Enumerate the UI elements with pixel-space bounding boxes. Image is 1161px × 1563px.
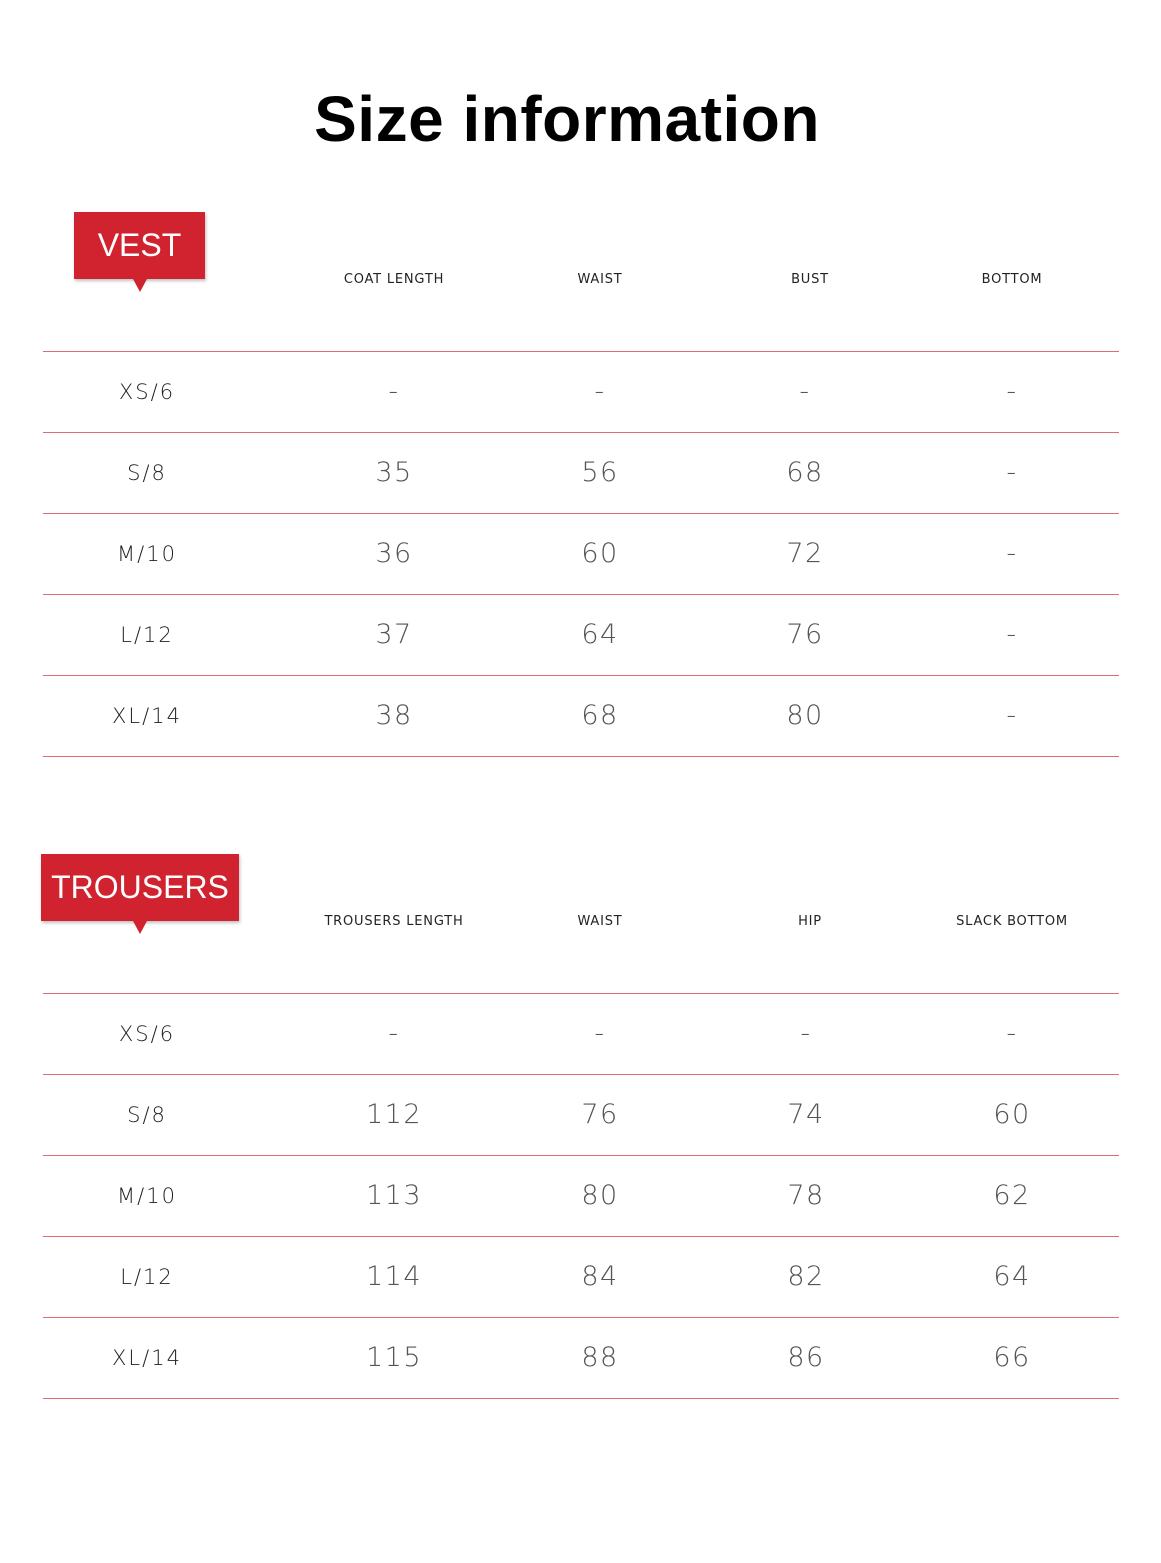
table-cell: -	[388, 1018, 400, 1049]
table-cell: 38	[375, 700, 413, 731]
table-row	[43, 994, 1119, 1075]
vest-badge: VEST	[74, 212, 205, 279]
table-cell: 74	[787, 1099, 825, 1130]
trousers-col-header: HIP	[798, 914, 822, 929]
size-label: M/10	[117, 1184, 177, 1208]
size-label: M/10	[117, 542, 177, 566]
table-cell: -	[1006, 538, 1018, 569]
table-cell: 56	[581, 457, 619, 488]
table-row	[43, 1318, 1119, 1399]
table-cell: 115	[365, 1342, 423, 1373]
table-cell: -	[388, 376, 400, 407]
table-cell: 88	[581, 1342, 619, 1373]
size-label: S/8	[127, 1103, 167, 1127]
table-cell: 113	[365, 1180, 423, 1211]
table-cell: -	[1006, 376, 1018, 407]
trousers-table	[43, 993, 1119, 1399]
size-label: XL/14	[112, 1346, 182, 1370]
table-row	[43, 352, 1119, 433]
table-cell: 86	[787, 1342, 825, 1373]
trousers-col-header: WAIST	[577, 914, 623, 929]
table-cell: 72	[786, 538, 824, 569]
table-cell: 80	[581, 1180, 619, 1211]
size-label: XL/14	[112, 704, 182, 728]
table-row	[43, 1237, 1119, 1318]
table-row	[43, 1075, 1119, 1156]
trousers-badge: TROUSERS	[41, 854, 239, 921]
table-cell: 84	[581, 1261, 619, 1292]
table-cell: 62	[993, 1180, 1031, 1211]
trousers-col-header: TROUSERS LENGTH	[324, 914, 464, 929]
table-row	[43, 1156, 1119, 1237]
table-row	[43, 676, 1119, 757]
size-label: L/12	[120, 623, 174, 647]
table-cell: 60	[581, 538, 619, 569]
table-cell: 37	[375, 619, 413, 650]
table-cell: 112	[365, 1099, 423, 1130]
table-row	[43, 595, 1119, 676]
vest-col-header: BOTTOM	[981, 272, 1043, 287]
table-cell: 66	[993, 1342, 1031, 1373]
table-cell: 35	[375, 457, 413, 488]
table-cell: 68	[581, 700, 619, 731]
table-cell: -	[1006, 700, 1018, 731]
table-cell: -	[1006, 457, 1018, 488]
table-cell: 36	[375, 538, 413, 569]
table-cell: 64	[993, 1261, 1031, 1292]
size-label: XS/6	[118, 1022, 176, 1046]
trousers-col-header: SLACK BOTTOM	[956, 914, 1068, 929]
table-row	[43, 514, 1119, 595]
table-cell: 114	[365, 1261, 423, 1292]
table-cell: 80	[786, 700, 824, 731]
table-cell: 60	[993, 1099, 1031, 1130]
vest-col-header: WAIST	[577, 272, 623, 287]
table-cell: -	[1006, 1018, 1018, 1049]
table-cell: 78	[787, 1180, 825, 1211]
table-cell: -	[1006, 619, 1018, 650]
vest-table	[43, 351, 1119, 757]
size-label: XS/6	[118, 380, 176, 404]
page-title: Size information	[314, 83, 820, 155]
table-cell: 82	[787, 1261, 825, 1292]
size-label: L/12	[120, 1265, 174, 1289]
table-cell: 76	[581, 1099, 619, 1130]
table-cell: -	[594, 1018, 606, 1049]
size-label: S/8	[127, 461, 167, 485]
vest-col-header: COAT LENGTH	[343, 272, 445, 287]
table-cell: 68	[786, 457, 824, 488]
table-cell: 76	[786, 619, 824, 650]
vest-col-header: BUST	[791, 272, 829, 287]
table-cell: -	[594, 376, 606, 407]
table-cell: 64	[581, 619, 619, 650]
table-cell: -	[799, 376, 811, 407]
table-cell: -	[800, 1018, 812, 1049]
table-row	[43, 433, 1119, 514]
